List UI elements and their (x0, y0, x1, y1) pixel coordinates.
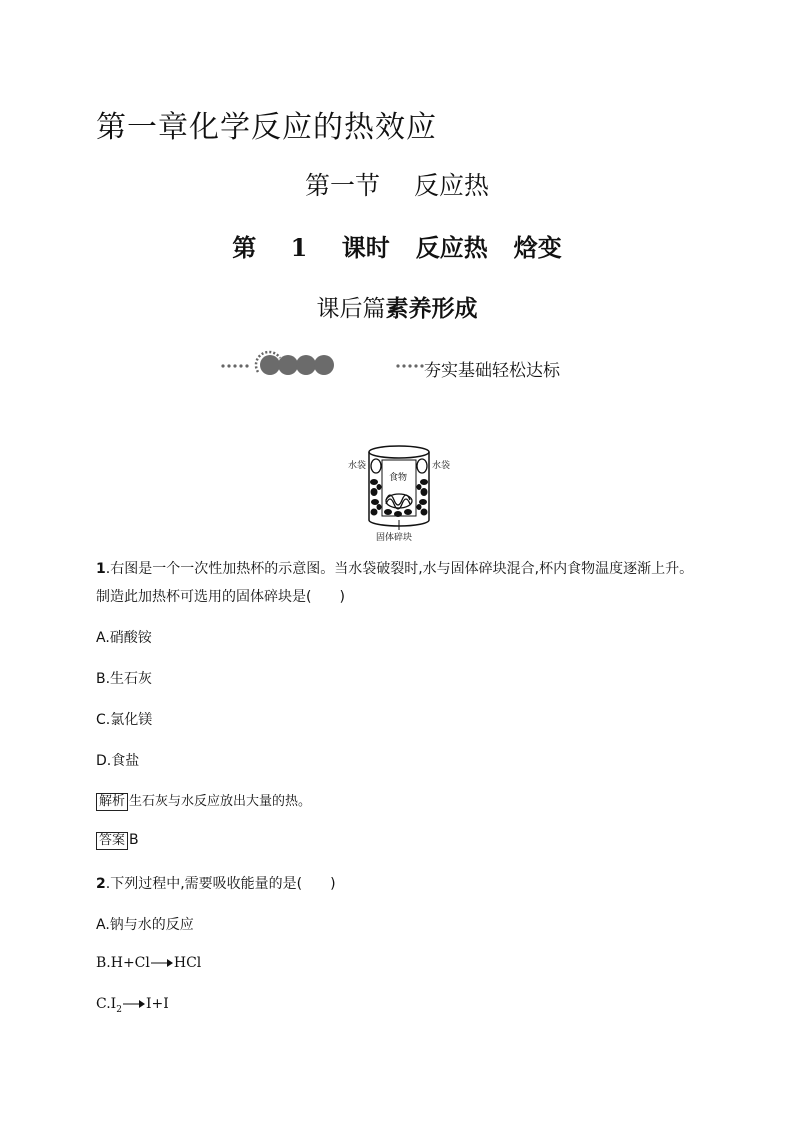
section-title (0, 166, 794, 202)
q1-stem-line1: 1.右图是一个一次性加热杯的示意图。当水袋破裂时,水与固体碎块混合,杯内食物温度逐渐上升。 (96, 561, 694, 577)
lesson-name-1: 反应热 (415, 234, 488, 262)
q2-option-c: $C.I_2$ I+I (96, 996, 169, 1015)
q1-analysis: 解析 生石灰与水反应放出大量的热。 (96, 790, 311, 811)
q2-option-a: A.钠与水的反应 (96, 917, 194, 933)
label-food: 食物 (389, 473, 408, 483)
q1-answer: 答案 B (96, 832, 139, 850)
lesson-name-2: 焓变 (513, 234, 562, 262)
q1-option-b: B.生石灰 (96, 671, 153, 687)
q1-option-d: D.食盐 (96, 753, 140, 769)
heating-cup-diagram (336, 440, 462, 544)
banner-title: 夯实基础轻松达标 (424, 361, 560, 381)
q1-option-a: A.硝酸铵 (96, 630, 152, 646)
section-number: 第一节 (304, 171, 380, 200)
analysis-tag: 解析 (96, 793, 128, 811)
lesson-title (0, 228, 794, 263)
after-class-heading: 课后篇素养形成 (316, 296, 478, 322)
q1-option-c: C.氯化镁 (96, 712, 153, 728)
q1-stem-line2: 制造此加热杯可选用的固体碎块是( ) (96, 589, 345, 605)
chapter-title: 第一章化学反应的热效应 (96, 110, 437, 145)
reaction-arrow-icon (123, 999, 145, 1009)
label-water-bag-right: 水袋 (432, 461, 451, 471)
section-name: 反应热 (414, 171, 490, 200)
q2-option-b: B.H+Cl HCl (96, 955, 202, 971)
lesson-number: 第 1 课时 (232, 233, 390, 262)
label-solid-pieces: 固体碎块 (376, 533, 413, 543)
reaction-arrow-icon (151, 958, 173, 968)
q2-stem: 2.下列过程中,需要吸收能量的是( ) (96, 876, 336, 892)
answer-tag: 答案 (96, 832, 128, 850)
label-water-bag-left: 水袋 (348, 461, 367, 471)
